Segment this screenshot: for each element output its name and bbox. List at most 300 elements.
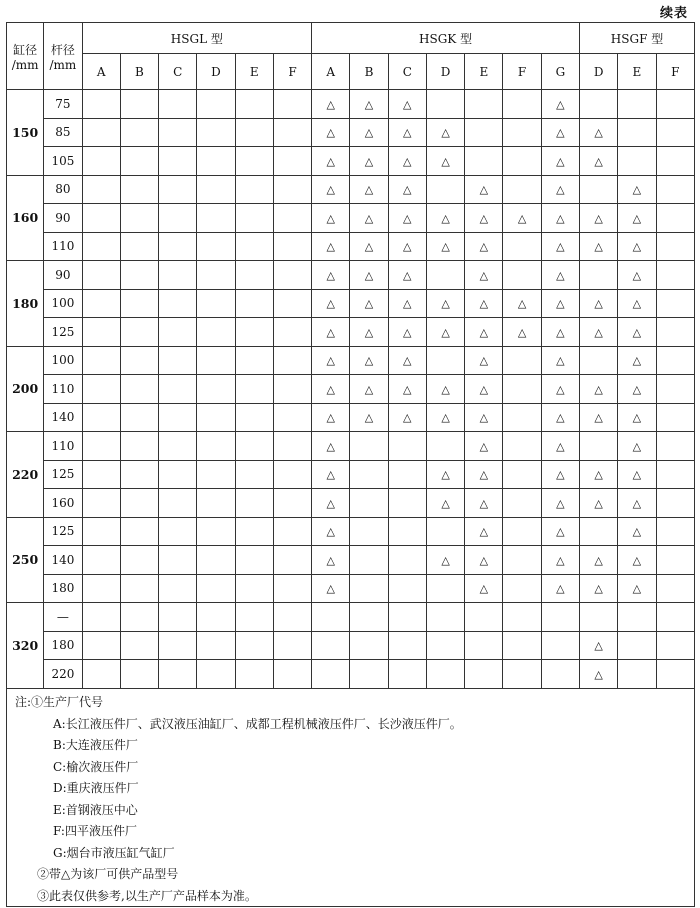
availability-cell	[120, 574, 158, 603]
triangle-mark-icon: △	[556, 468, 565, 482]
availability-cell	[82, 346, 120, 375]
availability-cell	[503, 631, 541, 660]
availability-cell	[426, 546, 464, 575]
availability-cell	[159, 546, 197, 575]
rod-header	[44, 23, 82, 90]
table-row	[7, 175, 695, 204]
availability-cell	[503, 660, 541, 689]
bore-cell: 180	[7, 261, 44, 347]
availability-cell	[426, 175, 464, 204]
availability-cell	[388, 346, 426, 375]
availability-cell	[120, 631, 158, 660]
availability-cell	[235, 175, 273, 204]
table-row	[7, 460, 695, 489]
rod-cell: 110	[44, 432, 82, 461]
availability-cell	[197, 660, 235, 689]
availability-cell	[159, 489, 197, 518]
availability-cell	[580, 574, 618, 603]
availability-cell	[465, 460, 503, 489]
triangle-mark-icon: △	[556, 439, 565, 453]
availability-cell	[503, 546, 541, 575]
triangle-mark-icon: △	[364, 297, 374, 311]
availability-cell	[197, 403, 235, 432]
availability-cell	[541, 118, 579, 147]
availability-cell	[82, 375, 120, 404]
availability-cell	[465, 603, 503, 632]
triangle-mark-icon: △	[441, 553, 450, 567]
bore-cell: 160	[7, 175, 44, 261]
rod-cell: 110	[44, 375, 82, 404]
availability-cell	[312, 631, 350, 660]
availability-cell	[350, 517, 388, 546]
table-row	[7, 289, 695, 318]
availability-cell	[618, 403, 656, 432]
availability-cell	[656, 403, 694, 432]
triangle-mark-icon: △	[594, 411, 603, 425]
availability-cell	[312, 517, 350, 546]
triangle-mark-icon: △	[403, 154, 412, 168]
availability-cell	[388, 204, 426, 233]
triangle-mark-icon: △	[556, 268, 565, 282]
availability-cell	[503, 318, 541, 347]
triangle-mark-icon: △	[364, 183, 374, 197]
availability-cell	[426, 204, 464, 233]
availability-cell	[350, 261, 388, 290]
availability-cell	[312, 432, 350, 461]
triangle-mark-icon: △	[441, 154, 450, 168]
availability-cell	[235, 289, 273, 318]
availability-cell	[618, 261, 656, 290]
availability-cell	[503, 232, 541, 261]
availability-cell	[580, 403, 618, 432]
notes-title: 注:①生产厂代号	[15, 695, 104, 709]
maker-b: B:大连液压件厂	[53, 738, 138, 752]
availability-cell	[273, 346, 311, 375]
availability-cell	[388, 403, 426, 432]
triangle-mark-icon: △	[364, 354, 374, 368]
availability-cell	[388, 460, 426, 489]
availability-cell	[312, 660, 350, 689]
availability-cell	[159, 403, 197, 432]
availability-cell	[388, 318, 426, 347]
availability-cell	[312, 403, 350, 432]
availability-cell	[541, 346, 579, 375]
rod-cell: 75	[44, 90, 82, 119]
availability-cell	[656, 346, 694, 375]
triangle-mark-icon: △	[479, 240, 489, 254]
availability-cell	[388, 432, 426, 461]
note-2: ②带△为该厂可供产品型号	[37, 867, 179, 881]
availability-cell	[197, 346, 235, 375]
availability-cell	[159, 603, 197, 632]
availability-cell	[235, 574, 273, 603]
availability-cell	[656, 318, 694, 347]
triangle-mark-icon: △	[632, 496, 642, 510]
availability-cell	[580, 460, 618, 489]
availability-cell	[426, 261, 464, 290]
rod-cell: 160	[44, 489, 82, 518]
availability-cell	[580, 118, 618, 147]
availability-cell	[541, 517, 579, 546]
availability-cell	[426, 318, 464, 347]
availability-cell	[580, 375, 618, 404]
triangle-mark-icon: △	[556, 240, 565, 254]
triangle-mark-icon: △	[632, 582, 642, 596]
bore-header-unit: /mm	[11, 57, 39, 72]
availability-cell	[426, 232, 464, 261]
availability-cell	[541, 318, 579, 347]
availability-cell	[465, 261, 503, 290]
rod-cell: 180	[44, 574, 82, 603]
availability-cell	[580, 204, 618, 233]
availability-cell	[426, 489, 464, 518]
availability-cell	[541, 403, 579, 432]
triangle-mark-icon: △	[632, 325, 642, 339]
availability-cell	[82, 517, 120, 546]
availability-cell	[235, 660, 273, 689]
availability-cell	[235, 261, 273, 290]
triangle-mark-icon: △	[441, 211, 450, 225]
table-row	[7, 489, 695, 518]
availability-cell	[580, 289, 618, 318]
availability-cell	[312, 289, 350, 318]
availability-cell	[197, 232, 235, 261]
availability-cell	[656, 289, 694, 318]
availability-cell	[426, 660, 464, 689]
availability-cell	[312, 375, 350, 404]
availability-cell	[159, 460, 197, 489]
availability-cell	[273, 631, 311, 660]
availability-cell	[580, 261, 618, 290]
availability-cell	[120, 375, 158, 404]
availability-cell	[503, 204, 541, 233]
maker-c: C:榆次液压件厂	[53, 759, 139, 774]
availability-cell	[273, 118, 311, 147]
triangle-mark-icon: △	[326, 126, 335, 140]
availability-cell	[388, 261, 426, 290]
availability-cell	[197, 204, 235, 233]
availability-cell	[82, 546, 120, 575]
availability-cell	[503, 603, 541, 632]
availability-cell	[388, 147, 426, 176]
availability-cell	[541, 204, 579, 233]
triangle-mark-icon: △	[632, 382, 642, 396]
triangle-mark-icon: △	[326, 97, 335, 111]
availability-cell	[82, 660, 120, 689]
availability-cell	[235, 147, 273, 176]
availability-cell	[465, 232, 503, 261]
availability-cell	[503, 574, 541, 603]
column-header: G	[541, 54, 579, 90]
note-3: ③此表仅供参考,以生产厂产品样本为准。	[37, 888, 257, 903]
triangle-mark-icon: △	[479, 297, 489, 311]
availability-cell	[426, 517, 464, 546]
availability-cell	[618, 603, 656, 632]
availability-cell	[273, 375, 311, 404]
triangle-mark-icon: △	[441, 496, 450, 510]
column-header: D	[580, 54, 618, 90]
table-row	[7, 517, 695, 546]
availability-cell	[503, 261, 541, 290]
availability-cell	[159, 432, 197, 461]
availability-cell	[197, 603, 235, 632]
availability-cell	[159, 318, 197, 347]
maker-d: D:重庆液压件厂	[53, 781, 139, 795]
availability-cell	[312, 232, 350, 261]
availability-cell	[273, 432, 311, 461]
availability-cell	[82, 118, 120, 147]
availability-cell	[159, 232, 197, 261]
column-header: F	[273, 54, 311, 90]
availability-cell	[235, 603, 273, 632]
column-header: E	[235, 54, 273, 90]
availability-cell	[541, 175, 579, 204]
triangle-mark-icon: △	[326, 582, 335, 596]
triangle-mark-icon: △	[594, 382, 603, 396]
availability-cell	[503, 90, 541, 119]
availability-cell	[465, 403, 503, 432]
availability-cell	[541, 631, 579, 660]
availability-cell	[503, 147, 541, 176]
availability-cell	[159, 660, 197, 689]
availability-cell	[273, 147, 311, 176]
availability-cell	[656, 546, 694, 575]
table-row	[7, 90, 695, 119]
table-row	[7, 375, 695, 404]
triangle-mark-icon: △	[594, 154, 603, 168]
availability-cell	[465, 90, 503, 119]
triangle-mark-icon: △	[556, 354, 565, 368]
triangle-mark-icon: △	[364, 240, 374, 254]
availability-cell	[312, 204, 350, 233]
triangle-mark-icon: △	[594, 667, 603, 681]
triangle-mark-icon: △	[632, 525, 642, 539]
availability-cell	[235, 204, 273, 233]
triangle-mark-icon: △	[326, 354, 335, 368]
triangle-mark-icon: △	[479, 268, 489, 282]
table-row	[7, 204, 695, 233]
triangle-mark-icon: △	[364, 126, 374, 140]
table-row	[7, 346, 695, 375]
availability-cell	[465, 375, 503, 404]
triangle-mark-icon: △	[556, 126, 565, 140]
rod-cell: 110	[44, 232, 82, 261]
triangle-mark-icon: △	[403, 354, 412, 368]
triangle-mark-icon: △	[632, 411, 642, 425]
availability-cell	[388, 175, 426, 204]
availability-cell	[388, 574, 426, 603]
availability-cell	[159, 574, 197, 603]
triangle-mark-icon: △	[594, 240, 603, 254]
availability-cell	[618, 546, 656, 575]
availability-cell	[312, 460, 350, 489]
availability-cell	[159, 261, 197, 290]
availability-cell	[197, 147, 235, 176]
availability-cell	[503, 489, 541, 518]
rod-cell: 80	[44, 175, 82, 204]
availability-cell	[82, 147, 120, 176]
availability-cell	[465, 118, 503, 147]
availability-cell	[580, 517, 618, 546]
availability-cell	[580, 631, 618, 660]
triangle-mark-icon: △	[556, 525, 565, 539]
rod-cell: 85	[44, 118, 82, 147]
availability-cell	[82, 631, 120, 660]
triangle-mark-icon: △	[479, 582, 489, 596]
availability-cell	[273, 460, 311, 489]
bore-cell: 150	[7, 90, 44, 176]
triangle-mark-icon: △	[594, 582, 603, 596]
availability-cell	[426, 289, 464, 318]
availability-cell	[312, 118, 350, 147]
bore-header-label: 缸径	[13, 42, 38, 57]
availability-cell	[197, 517, 235, 546]
triangle-mark-icon: △	[594, 297, 603, 311]
availability-cell	[618, 318, 656, 347]
availability-cell	[541, 90, 579, 119]
triangle-mark-icon: △	[403, 411, 412, 425]
triangle-mark-icon: △	[479, 325, 489, 339]
availability-cell	[426, 375, 464, 404]
availability-cell	[656, 603, 694, 632]
availability-cell	[350, 460, 388, 489]
availability-cell	[465, 546, 503, 575]
availability-cell	[656, 204, 694, 233]
triangle-mark-icon: △	[517, 211, 527, 225]
availability-cell	[235, 517, 273, 546]
table-row	[7, 574, 695, 603]
triangle-mark-icon: △	[326, 240, 335, 254]
availability-cell	[580, 147, 618, 176]
triangle-mark-icon: △	[326, 211, 335, 225]
availability-cell	[541, 432, 579, 461]
availability-cell	[350, 346, 388, 375]
column-header: E	[465, 54, 503, 90]
availability-cell	[312, 90, 350, 119]
column-header: C	[388, 54, 426, 90]
availability-cell	[120, 346, 158, 375]
rod-cell: 125	[44, 517, 82, 546]
availability-cell	[618, 118, 656, 147]
availability-cell	[465, 204, 503, 233]
rod-cell: 100	[44, 346, 82, 375]
availability-cell	[312, 489, 350, 518]
triangle-mark-icon: △	[403, 268, 412, 282]
availability-cell	[541, 574, 579, 603]
availability-cell	[618, 432, 656, 461]
triangle-mark-icon: △	[326, 268, 335, 282]
availability-cell	[541, 489, 579, 518]
triangle-mark-icon: △	[326, 496, 335, 510]
bore-header	[7, 23, 44, 90]
triangle-mark-icon: △	[364, 325, 374, 339]
availability-cell	[656, 517, 694, 546]
availability-cell	[120, 660, 158, 689]
triangle-mark-icon: △	[632, 268, 642, 282]
availability-cell	[197, 574, 235, 603]
triangle-mark-icon: △	[441, 411, 450, 425]
availability-cell	[82, 574, 120, 603]
availability-cell	[82, 432, 120, 461]
availability-cell	[618, 175, 656, 204]
availability-cell	[312, 318, 350, 347]
triangle-mark-icon: △	[556, 297, 565, 311]
triangle-mark-icon: △	[517, 325, 527, 339]
availability-cell	[82, 603, 120, 632]
rod-header-label: 杆径	[50, 42, 75, 57]
availability-cell	[465, 289, 503, 318]
availability-cell	[120, 90, 158, 119]
triangle-mark-icon: △	[403, 97, 412, 111]
group-header-hsgf: HSGF 型	[580, 23, 695, 54]
availability-cell	[273, 489, 311, 518]
table-row	[7, 232, 695, 261]
availability-cell	[426, 346, 464, 375]
availability-cell	[618, 289, 656, 318]
rod-cell: 90	[44, 261, 82, 290]
table-row	[7, 546, 695, 575]
availability-cell	[426, 118, 464, 147]
maker-g: G:烟台市液压缸气缸厂	[53, 845, 175, 860]
triangle-mark-icon: △	[364, 382, 374, 396]
triangle-mark-icon: △	[632, 553, 642, 567]
availability-cell	[426, 574, 464, 603]
availability-cell	[159, 204, 197, 233]
availability-cell	[235, 118, 273, 147]
availability-cell	[273, 603, 311, 632]
availability-cell	[465, 489, 503, 518]
availability-cell	[197, 432, 235, 461]
availability-cell	[656, 261, 694, 290]
availability-cell	[235, 460, 273, 489]
triangle-mark-icon: △	[556, 411, 565, 425]
availability-cell	[273, 204, 311, 233]
triangle-mark-icon: △	[479, 211, 489, 225]
availability-cell	[235, 403, 273, 432]
triangle-mark-icon: △	[326, 154, 335, 168]
column-header: C	[159, 54, 197, 90]
rod-cell: 220	[44, 660, 82, 689]
availability-cell	[120, 318, 158, 347]
availability-cell	[235, 90, 273, 119]
availability-cell	[273, 261, 311, 290]
availability-cell	[120, 489, 158, 518]
availability-cell	[82, 175, 120, 204]
triangle-mark-icon: △	[556, 582, 565, 596]
rod-cell: 105	[44, 147, 82, 176]
table-row	[7, 147, 695, 176]
availability-cell	[580, 318, 618, 347]
triangle-mark-icon: △	[326, 183, 335, 197]
availability-cell	[82, 204, 120, 233]
availability-cell	[235, 546, 273, 575]
availability-cell	[503, 460, 541, 489]
availability-cell	[350, 204, 388, 233]
availability-cell	[312, 546, 350, 575]
rod-cell: 140	[44, 403, 82, 432]
availability-cell	[273, 403, 311, 432]
availability-cell	[197, 175, 235, 204]
availability-cell	[388, 603, 426, 632]
availability-cell	[656, 375, 694, 404]
column-header: F	[503, 54, 541, 90]
availability-cell	[656, 489, 694, 518]
availability-cell	[388, 232, 426, 261]
availability-cell	[273, 517, 311, 546]
rod-cell: —	[44, 603, 82, 632]
triangle-mark-icon: △	[403, 297, 412, 311]
availability-cell	[120, 460, 158, 489]
